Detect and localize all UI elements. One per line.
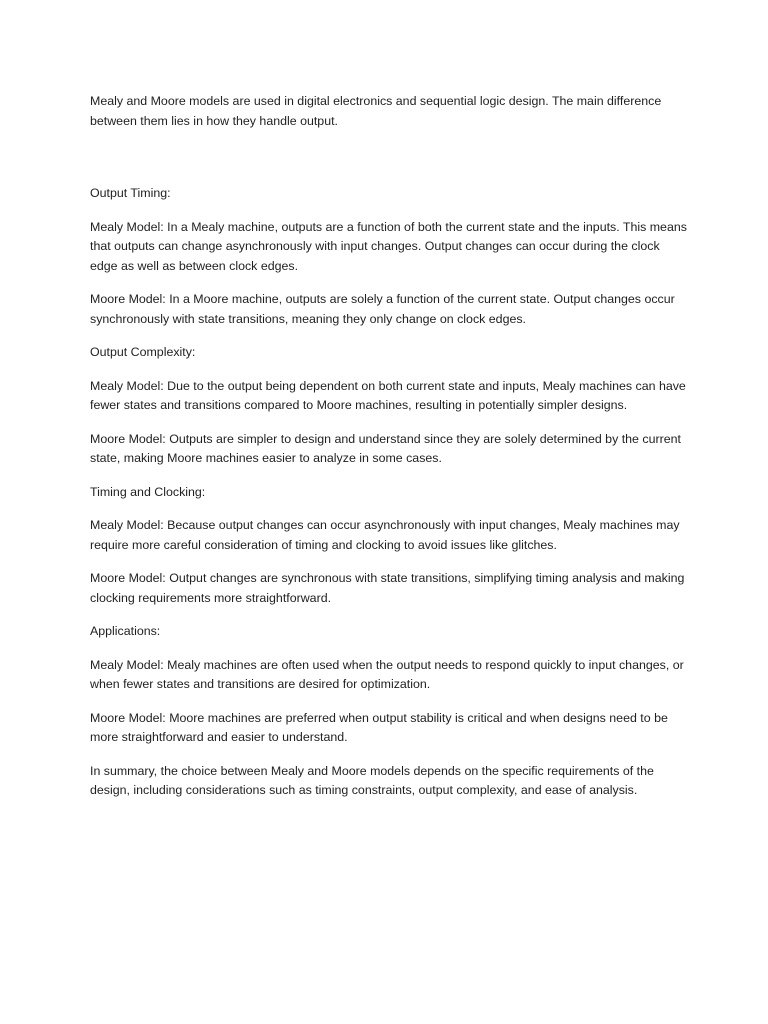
section-heading-applications: Applications: (90, 624, 161, 638)
intro-paragraph: Mealy and Moore models are used in digital electronics and sequential logic design. The main difference between them lies in how they handle output. (90, 94, 662, 128)
moore-paragraph-applications: Moore Model: Moore machines are preferred when output stability is critical and when designs need to be more straightforward and easier to understand. (90, 710, 668, 744)
moore-paragraph-output-timing: Moore Model: In a Moore machine, outputs are solely a function of the current state. Output changes occur synchronously with state transitions, meaning they only change on clock edges. (90, 292, 675, 326)
moore-paragraph-timing-clocking: Moore Model: Output changes are synchronous with state transitions, simplifying timing analysis and making clocking requirements more straightforward. (90, 571, 685, 605)
mealy-paragraph-output-timing: Mealy Model: In a Mealy machine, outputs are a function of both the current state and the inputs. This means that outputs can change asynchronously with input changes. Output changes can occur during the clock edge as well as between clock edges. (90, 219, 687, 273)
mealy-paragraph-applications: Mealy Model: Mealy machines are often used when the output needs to respond quickly to input changes, or when fewer states and transitions are desired for optimization. (90, 657, 684, 691)
section-heading-timing-clocking: Timing and Clocking: (90, 484, 206, 499)
mealy-paragraph-timing-clocking: Mealy Model: Because output changes can occur asynchronously with input changes, Mealy machines may require more careful consideration of timing and clocking to avoid issues like glitches. (90, 518, 680, 552)
section-heading-output-complexity: Output Complexity: (90, 345, 196, 359)
mealy-paragraph-output-complexity: Mealy Model: Due to the output being dependent on both current state and inputs, Mealy machines can have fewer states and transitions compared to Moore machines, resulting in potentially simpler designs. (90, 378, 686, 412)
summary-paragraph: In summary, the choice between Mealy and Moore models depends on the specific requirements of the design, including considerations such as timing constraints, output complexity, and ease of analysis. (90, 763, 654, 797)
paragraph-gap (90, 131, 690, 184)
section-heading-output-timing: Output Timing: (90, 186, 171, 200)
document-body (90, 92, 690, 815)
moore-paragraph-output-complexity: Moore Model: Outputs are simpler to design and understand since they are solely determined by the current state, making Moore machines easier to analyze in some cases. (90, 431, 681, 465)
